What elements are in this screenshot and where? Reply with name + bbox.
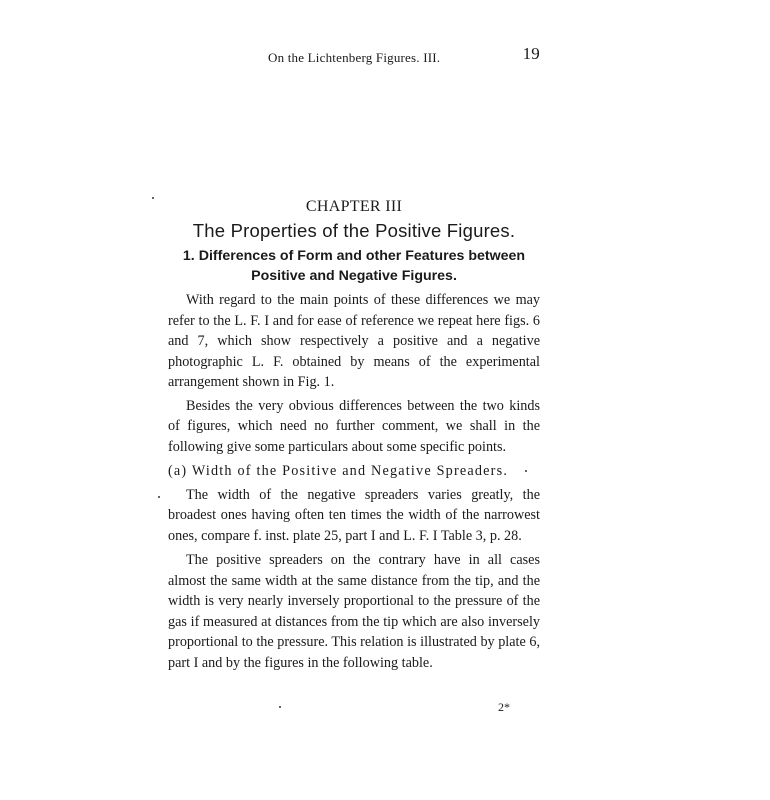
paragraph-1: With regard to the main points of these differences we may refer to the L. F. I and for ease of reference we repeat here figs. 6 and 7, which show respectively a positive and a negative photographic L. F. obtained by means of the experimental arrangement shown in Fig. 1. (168, 292, 540, 390)
section-heading (168, 246, 540, 286)
scan-speck (152, 197, 154, 199)
signature-mark: 2* (498, 700, 510, 714)
paragraph-4: The positive spreaders on the contrary have in all cases almost the same width at the same distance from the tip, and the width is very nearly inversely proportional to the pressure of the gas if measured at distances from the tip which are also inversely proportional to the pressure. This relation is illustrated by plate 6, part I and by the figures in the following table. (168, 552, 540, 671)
scan-speck (158, 496, 160, 498)
page-number: 19 (522, 44, 540, 63)
running-head-title: On the Lichtenberg Figures. III. (268, 50, 441, 65)
section-heading-line1: 1. Differences of Form and other Features between (182, 248, 526, 264)
paragraph-2: Besides the very obvious differences between the two kinds of figures, which need no further comment, we shall in the following give some particulars about some specific points. (168, 397, 540, 455)
scan-speck (279, 706, 281, 708)
scan-speck (525, 470, 527, 472)
subsection-heading: (a) Width of the Positive and Negative Spreaders. (168, 463, 509, 479)
chapter-title: The Properties of the Positive Figures. (192, 220, 516, 241)
body-text (168, 290, 540, 676)
paragraph-3: The width of the negative spreaders varies greatly, the broadest ones having often ten times the width of the narrowest ones, compare f. inst. plate 25, part I and L. F. I Table 3, p. 28. (168, 486, 540, 544)
chapter-label: CHAPTER III (305, 198, 403, 215)
section-heading-line2: Positive and Negative Figures. (251, 268, 457, 284)
